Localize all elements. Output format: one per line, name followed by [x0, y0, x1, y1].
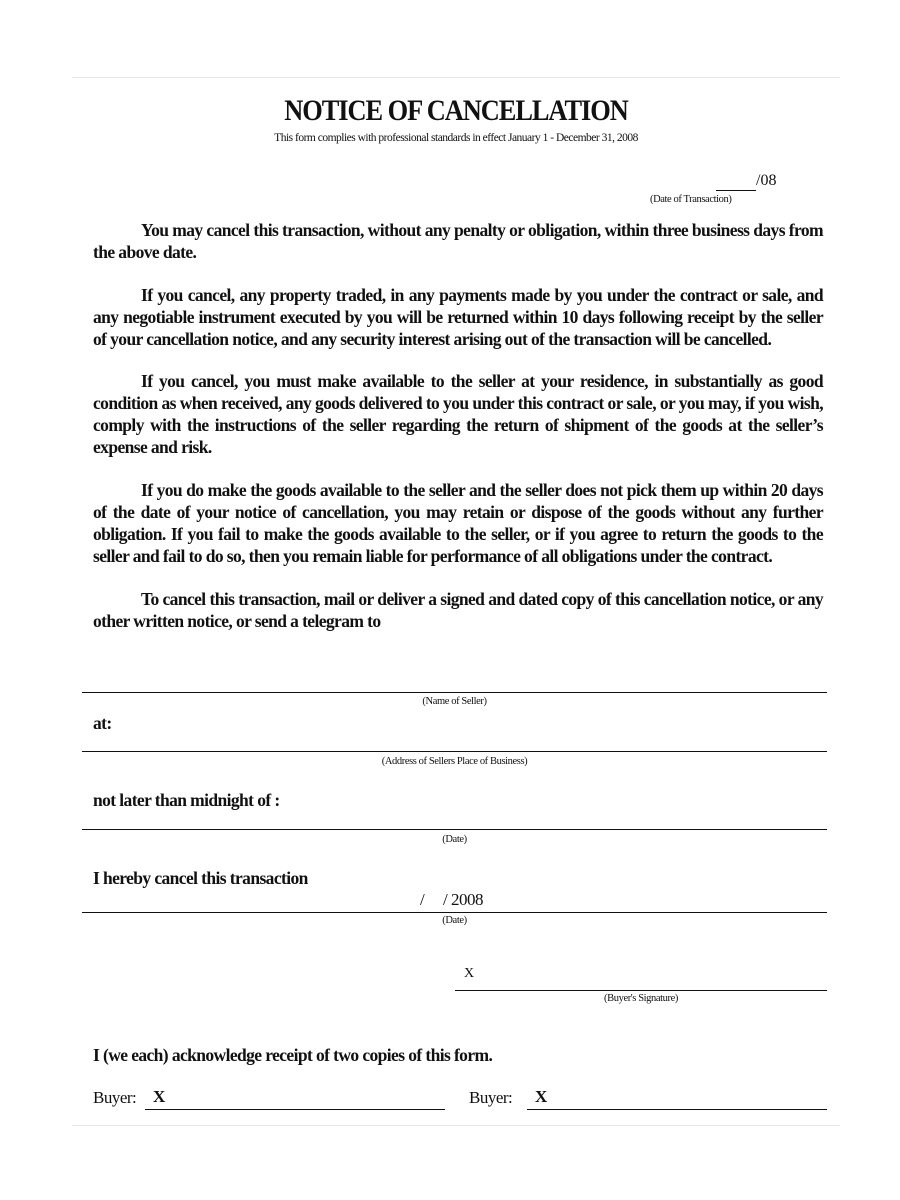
cancel-date-caption: (Date)	[442, 915, 467, 926]
buyer-label-2: Buyer:	[469, 1088, 513, 1107]
transaction-date-caption: (Date of Transaction)	[650, 194, 732, 205]
buyer-x-mark-2: X	[535, 1087, 547, 1106]
buyer-label-1: Buyer:	[93, 1088, 137, 1107]
seller-address-caption: (Address of Sellers Place of Business)	[381, 756, 528, 767]
paragraph-cancel-rights: You may cancel this transaction, without any penalty or obligation, within three business days from the above date.	[93, 220, 823, 262]
seller-name-caption: (Name of Seller)	[422, 696, 487, 707]
paragraph-how-to-cancel: To cancel this transaction, mail or deliver a signed and dated copy of this cancellation notice, or any other written notice, or send a telegram to	[93, 589, 823, 631]
acknowledge-statement: I (we each) acknowledge receipt of two copies of this form.	[93, 1045, 493, 1065]
buyer-1-signature-line[interactable]	[145, 1109, 445, 1110]
midnight-date-line[interactable]	[82, 829, 827, 830]
buyer-signature-line[interactable]	[455, 990, 827, 991]
document-subtitle: This form complies with professional standards in effect January 1 - December 31, 2008	[274, 132, 638, 144]
buyer-2-signature-line[interactable]	[527, 1109, 827, 1110]
paragraph-goods-pickup: If you do make the goods available to the seller and the seller does not pick them up within 20 days of the date of your notice of cancellation, you may retain or dispose of the goods without any further obligation. If you fail to make the goods available to the seller, or if you agree to return the goods to the seller and fail to do so, then you remain liable for performance of all obligations under the contract.	[93, 480, 823, 566]
cancel-date-value: / / 2008	[420, 890, 483, 909]
document-title: NOTICE OF CANCELLATION	[284, 94, 628, 127]
transaction-date-suffix: /08	[756, 172, 777, 189]
buyer-x-mark-1: X	[153, 1087, 165, 1106]
midnight-label: not later than midnight of :	[93, 790, 280, 810]
cancel-statement-label: I hereby cancel this transaction	[93, 868, 308, 888]
buyer-signature-caption: (Buyer's Signature)	[604, 993, 678, 1004]
seller-name-line[interactable]	[82, 692, 827, 693]
midnight-date-caption: (Date)	[442, 834, 467, 845]
transaction-date-blank[interactable]	[716, 172, 756, 191]
cancel-date-line[interactable]	[82, 912, 827, 913]
seller-address-line[interactable]	[82, 751, 827, 752]
signature-x-mark: X	[464, 966, 474, 981]
paragraph-goods-return: If you cancel, you must make available to the seller at your residence, in substantially as good condition as when received, any goods delivered to you under this contract or sale, or you may, if you wish, comply with the instructions of the seller regarding the return of shipment of the goods at the seller’s expense and risk.	[93, 371, 823, 457]
paragraph-refund: If you cancel, any property traded, in any payments made by you under the contract or sale, and any negotiable instrument executed by you will be returned within 10 days following receipt by the seller of your cancellation notice, and any security interest arising out of the transaction will be cancelled.	[93, 285, 823, 349]
page-top-rule	[72, 77, 840, 78]
page-bottom-rule	[72, 1125, 840, 1126]
at-label: at:	[93, 713, 112, 733]
transaction-date-field[interactable]	[716, 172, 776, 191]
